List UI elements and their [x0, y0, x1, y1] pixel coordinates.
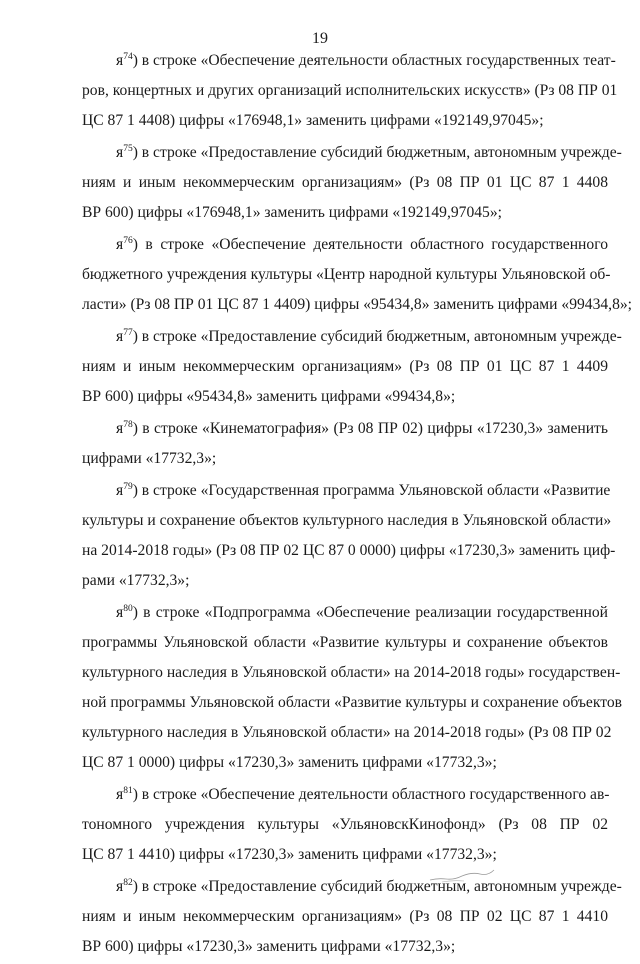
- paragraph-line: рами «17732,3»;: [82, 572, 190, 589]
- paragraph-ya79: [82, 476, 616, 596]
- paragraph-line: ЦС 87 1 4410) цифры «17230,3» заменить цифрами «17732,3»;: [82, 846, 497, 863]
- paragraph-line: $я^{82}$) в строке «Предоставление субсидий бюджетным, автономным учрежде-: [116, 878, 622, 895]
- paragraph-line: культуры и сохранение объектов культурного наследия в Ульяновской области»: [82, 512, 612, 529]
- paragraph-line: ной программы Ульяновской области «Развитие культуры и сохранение объектов: [82, 694, 622, 711]
- paragraph-line: $я^{77}$) в строке «Предоставление субсидий бюджетным, автономным учрежде-: [116, 328, 622, 345]
- paragraph-line: программы Ульяновской области «Развитие культуры и сохранение объектов: [82, 634, 608, 651]
- paragraph-line: ВР 600) цифры «17230,3» заменить цифрами «17732,3»;: [82, 938, 456, 955]
- paragraph-ya81: [82, 780, 608, 870]
- paragraph-line: ласти» (Рз 08 ПР 01 ЦС 87 1 4409) цифры «95434,8» заменить цифрами «99434,8»;: [82, 296, 632, 313]
- paragraph-line: ВР 600) цифры «176948,1» заменить цифрами «192149,97045»;: [82, 204, 502, 221]
- paragraph-ya75: [82, 138, 622, 228]
- paragraph-line: $я^{81}$) в строке «Обеспечение деятельности областного государственного ав-: [116, 786, 610, 803]
- page-number: 19: [312, 30, 328, 47]
- paragraph-line: ров, концертных и других организаций исполнительских искусств» (Рз 08 ПР 01: [82, 82, 618, 99]
- paragraph-line: $я^{80}$) в строке «Подпрограмма «Обеспечение реализации государственной: [116, 604, 608, 621]
- paragraph-line: на 2014-2018 годы» (Рз 08 ПР 02 ЦС 87 0 0000) цифры «17230,3» заменить циф-: [82, 542, 616, 559]
- paragraph-ya77: [82, 322, 622, 412]
- paragraph-line: ниям и иным некоммерческим организациям» (Рз 08 ПР 01 ЦС 87 1 4408: [82, 174, 608, 191]
- document-body: [82, 46, 632, 964]
- paragraph-line: ниям и иным некоммерческим организациям» (Рз 08 ПР 01 ЦС 87 1 4409: [82, 358, 608, 375]
- paragraph-line: культурного наследия в Ульяновской области» на 2014-2018 годы» государствен-: [82, 664, 621, 681]
- paragraph-line: ЦС 87 1 4408) цифры «176948,1» заменить цифрами «192149,97045»;: [82, 112, 544, 129]
- paragraph-ya78: [82, 414, 608, 474]
- paragraph-line: тономного учреждения культуры «УльяновскКинофонд» (Рз 08 ПР 02: [82, 816, 608, 833]
- paragraph-line: ВР 600) цифры «95434,8» заменить цифрами «99434,8»;: [82, 388, 456, 405]
- paragraph-line: ниям и иным некоммерческим организациям» (Рз 08 ПР 02 ЦС 87 1 4410: [82, 908, 608, 925]
- paragraph-ya76: [82, 230, 632, 320]
- paragraph-line: $я^{79}$) в строке «Государственная программа Ульяновской области «Развитие: [116, 482, 611, 499]
- paragraph-line: $я^{74}$) в строке «Обеспечение деятельности областных государственных теат-: [116, 52, 616, 69]
- paragraph-line: бюджетного учреждения культуры «Центр народной культуры Ульяновской об-: [82, 266, 611, 283]
- paragraph-ya82: [82, 872, 622, 962]
- handwritten-mark: [428, 866, 498, 884]
- paragraph-line: $я^{76}$) в строке «Обеспечение деятельности областного государственного: [116, 236, 608, 253]
- paragraph-line: ЦС 87 1 0000) цифры «17230,3» заменить цифрами «17732,3»;: [82, 754, 497, 771]
- paragraph-line: $я^{78}$) в строке «Кинематография» (Рз 08 ПР 02) цифры «17230,3» заменить: [116, 420, 608, 437]
- paragraph-line: $я^{75}$) в строке «Предоставление субсидий бюджетным, автономным учрежде-: [116, 144, 622, 161]
- paragraph-line: культурного наследия в Ульяновской области» на 2014-2018 годы» (Рз 08 ПР 02: [82, 724, 612, 741]
- paragraph-ya74: [82, 46, 618, 136]
- paragraph-ya80: [82, 598, 622, 778]
- paragraph-line: цифрами «17732,3»;: [82, 450, 217, 467]
